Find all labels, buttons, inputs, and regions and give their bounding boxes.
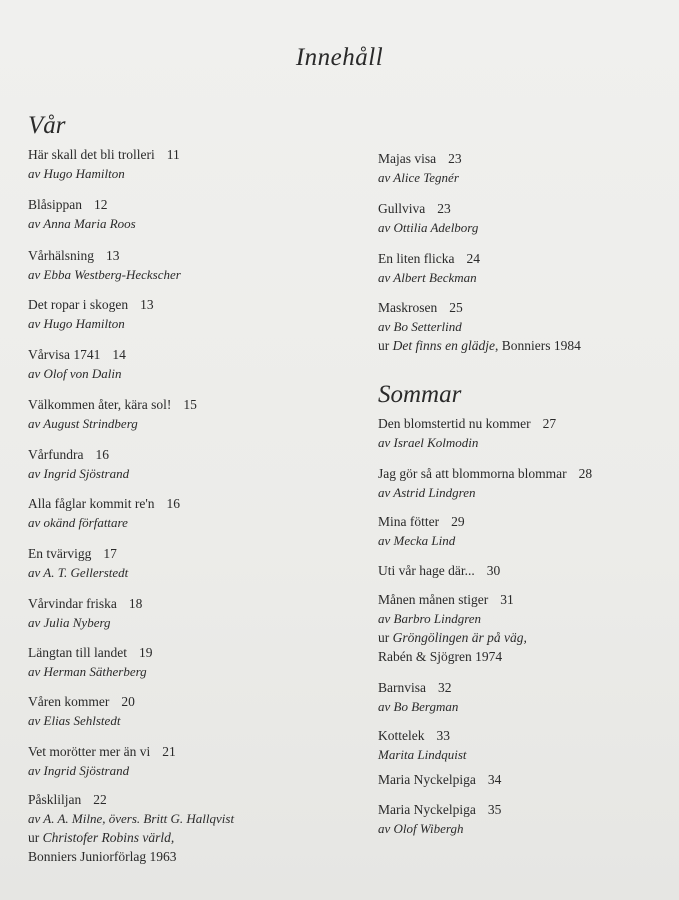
entry-author: av Ebba Westberg-Heckscher: [28, 267, 181, 282]
toc-entry: [378, 770, 501, 789]
entry-author: av Astrid Lindgren: [378, 485, 476, 500]
toc-entry: [378, 800, 501, 838]
entry-source-title: Christofer Robins värld,: [42, 830, 175, 845]
toc-entry: [28, 145, 180, 183]
toc-entry: [378, 561, 500, 580]
entry-author: Marita Lindquist: [378, 747, 467, 762]
entry-source-prefix: ur: [378, 630, 393, 645]
section-heading-summer: Sommar: [378, 381, 462, 408]
entry-title: Jag gör så att blommorna blommar: [378, 466, 567, 481]
entry-title: Kottelek: [378, 728, 425, 743]
entry-title-line: [378, 561, 500, 580]
toc-entry: [378, 464, 592, 502]
entry-title-line: [378, 199, 478, 218]
entry-page-number: 11: [166, 147, 180, 162]
entry-title-line: [378, 414, 556, 433]
toc-entry: [28, 742, 176, 780]
entry-author: av Herman Sätherberg: [28, 664, 147, 679]
entry-title: Alla fåglar kommit re'n: [28, 496, 155, 511]
entry-title: Månen månen stiger: [378, 592, 489, 607]
entry-title: Längtan till landet: [28, 645, 127, 660]
toc-entry: [28, 395, 197, 433]
entry-title: Våren kommer: [28, 694, 110, 709]
toc-entry: [28, 594, 142, 632]
toc-entry: [378, 249, 480, 287]
entry-title-line: [28, 790, 234, 809]
entry-title: Uti vår hage där...: [378, 563, 475, 578]
entry-page-number: 25: [449, 300, 463, 315]
entry-author: av A. T. Gellerstedt: [28, 565, 129, 580]
entry-title-line: [28, 544, 128, 563]
toc-entry: [378, 678, 458, 716]
entry-page-number: 31: [500, 592, 514, 607]
entry-author: av Mecka Lind: [378, 533, 456, 548]
entry-page-number: 19: [138, 645, 153, 660]
entry-title-line: [28, 145, 180, 164]
entry-source: [28, 828, 234, 847]
entry-title-line: [28, 742, 176, 761]
toc-entry: [28, 295, 154, 333]
entry-title-line: [28, 295, 154, 314]
entry-author: av Barbro Lindgren: [378, 611, 482, 626]
entry-title: Maria Nyckelpiga: [378, 772, 476, 787]
entry-page-number: 34: [487, 772, 502, 787]
entry-page-number: 20: [121, 694, 135, 709]
entry-author: av Alice Tegnér: [378, 170, 459, 185]
entry-title-line: [28, 195, 136, 214]
toc-entry: [378, 512, 465, 550]
toc-entry: [28, 692, 135, 730]
toc-entry: [28, 494, 180, 532]
entry-page-number: 24: [466, 251, 480, 266]
entry-title-line: [378, 726, 467, 745]
entry-page-number: 16: [95, 447, 109, 462]
entry-page-number: 22: [93, 792, 107, 807]
entry-page-number: 13: [140, 297, 154, 312]
entry-author: av Olof Wibergh: [378, 821, 464, 836]
toc-entry: [378, 590, 527, 666]
page-title: Innehåll: [295, 44, 384, 71]
entry-title-line: [378, 149, 462, 168]
entry-title-line: [378, 464, 592, 483]
entry-author: av Ingrid Sjöstrand: [28, 763, 130, 778]
entry-page-number: 15: [183, 397, 197, 412]
entry-source-suffix: , Bonniers 1984: [494, 338, 581, 353]
entry-page-number: 35: [487, 802, 502, 817]
entry-author: av A. A. Milne, övers. Britt G. Hallqvist: [28, 811, 235, 826]
entry-page-number: 23: [437, 201, 451, 216]
entry-title-line: [28, 246, 181, 265]
entry-source: [378, 336, 581, 355]
entry-title-line: [378, 800, 501, 819]
entry-page-number: 33: [436, 728, 450, 743]
entry-page-number: 17: [103, 546, 117, 561]
entry-page-number: 14: [112, 347, 126, 362]
toc-entry: [28, 246, 181, 284]
toc-entry: [378, 726, 467, 764]
entry-title: Det ropar i skogen: [28, 297, 129, 312]
entry-title-line: [28, 345, 126, 364]
entry-title: Vårvisa 1741: [28, 347, 101, 362]
entry-title: Vårfundra: [28, 447, 84, 462]
entry-title: Mina fötter: [378, 514, 440, 529]
entry-title-line: [378, 249, 480, 268]
entry-title: Maskrosen: [378, 300, 438, 315]
entry-title: Den blomstertid nu kommer: [378, 416, 531, 431]
entry-title: Vårhälsning: [28, 248, 94, 263]
toc-entry: [378, 414, 556, 452]
entry-page-number: 30: [486, 563, 501, 578]
entry-page-number: 27: [542, 416, 557, 431]
entry-author: av Ingrid Sjöstrand: [28, 466, 130, 481]
entry-author: av Hugo Hamilton: [28, 166, 125, 181]
entry-page-number: 16: [166, 496, 181, 511]
entry-title: Välkommen åter, kära sol!: [28, 397, 172, 412]
entry-page-number: 13: [105, 248, 120, 263]
entry-author: av Elias Sehlstedt: [28, 713, 121, 728]
entry-page-number: 21: [162, 744, 176, 759]
entry-author: av Anna Maria Roos: [28, 216, 136, 231]
entry-title: Blåsippan: [28, 197, 82, 212]
entry-author: av Albert Beckman: [378, 270, 477, 285]
entry-title-line: [28, 494, 180, 513]
entry-title: Maria Nyckelpiga: [378, 802, 476, 817]
entry-title: Här skall det bli trolleri: [28, 147, 155, 162]
entry-title: Barnvisa: [378, 680, 426, 695]
toc-entry: [28, 445, 129, 483]
entry-author: av Bo Setterlind: [378, 319, 462, 334]
entry-author: av okänd författare: [28, 515, 128, 530]
entry-page-number: 28: [578, 466, 593, 481]
entry-publisher: Bonniers Juniorförlag 1963: [28, 849, 177, 864]
entry-page-number: 29: [451, 514, 465, 529]
entry-page-number: 23: [448, 151, 462, 166]
entry-author: av Julia Nyberg: [28, 615, 111, 630]
toc-entry: [28, 544, 128, 582]
entry-author: av Ottilia Adelborg: [378, 220, 479, 235]
entry-author: av Olof von Dalin: [28, 366, 122, 381]
section-heading-spring: Vår: [28, 112, 66, 139]
entry-title-line: [378, 512, 465, 531]
entry-title-line: [378, 678, 458, 697]
toc-entry: [378, 298, 581, 355]
entry-title: En liten flicka: [378, 251, 455, 266]
entry-title: Vårvindar friska: [28, 596, 117, 611]
entry-page-number: 12: [94, 197, 108, 212]
toc-entry: [28, 643, 152, 681]
entry-source-title: Det finns en glädje: [392, 338, 495, 353]
entry-page-number: 32: [438, 680, 452, 695]
entry-title-line: [378, 770, 501, 789]
toc-entry: [378, 199, 478, 237]
entry-source-prefix: ur: [28, 830, 43, 845]
toc-entry: [28, 790, 234, 866]
toc-entry: [28, 195, 136, 233]
entry-title-line: [28, 692, 135, 711]
toc-entry: [378, 149, 462, 187]
entry-title: Gullviva: [378, 201, 426, 216]
entry-title: En tvärvigg: [28, 546, 92, 561]
entry-title-line: [378, 590, 527, 609]
entry-author: av Hugo Hamilton: [28, 316, 125, 331]
entry-publisher: Rabén & Sjögren 1974: [378, 649, 503, 664]
entry-author: av August Strindberg: [28, 416, 138, 431]
entry-title-line: [28, 395, 197, 414]
entry-author: av Israel Kolmodin: [378, 435, 479, 450]
entry-title-line: [28, 643, 152, 662]
entry-title: Påskliljan: [28, 792, 82, 807]
toc-entry: [28, 345, 126, 383]
entry-source: [378, 628, 527, 647]
entry-title: Majas visa: [378, 151, 437, 166]
entry-title-line: [28, 445, 129, 464]
entry-title: Vet morötter mer än vi: [28, 744, 151, 759]
entry-source-prefix: ur: [378, 338, 393, 353]
entry-title-line: [28, 594, 142, 613]
entry-page-number: 18: [128, 596, 143, 611]
entry-title-line: [378, 298, 581, 317]
entry-source-title: Gröngölingen är på väg,: [392, 630, 527, 645]
entry-author: av Bo Bergman: [378, 699, 459, 714]
